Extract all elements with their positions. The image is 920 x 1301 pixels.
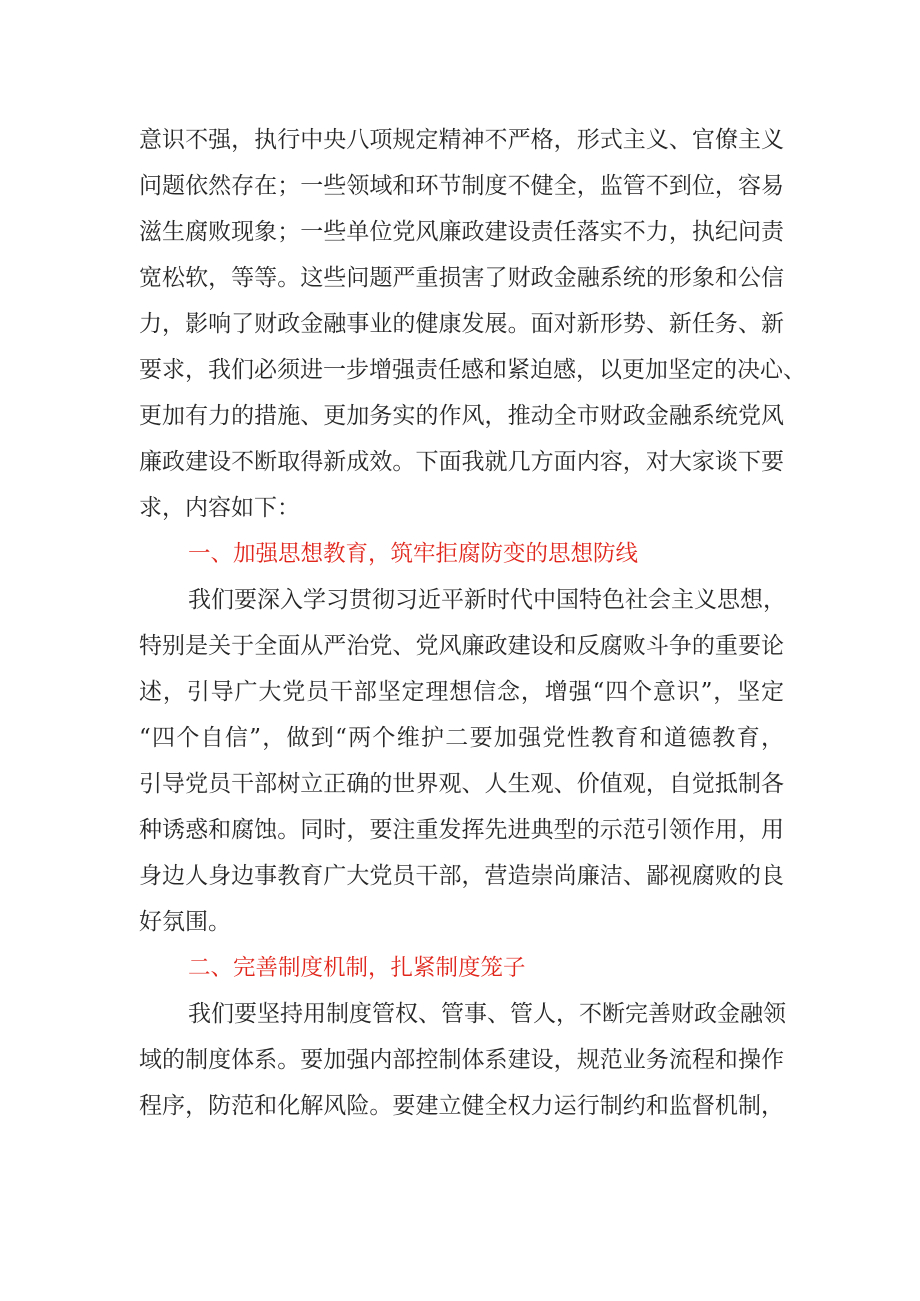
body-text-line: 廉政建设不断取得新成效。下面我就几方面内容，对大家谈下要	[139, 449, 784, 475]
body-text-line: 我们要坚持用制度管权、管事、管人，不断完善财政金融领	[188, 1001, 786, 1027]
body-text-line: 引导党员干部树立正确的世界观、人生观、价值观，自觉抵制各	[139, 771, 784, 797]
body-text-line: 滋生腐败现象；一些单位党风廉政建设责任落实不力，执纪问责	[139, 219, 784, 245]
body-text-line: 要求，我们必须进一步增强责任感和紧迫感，以更加坚定的决心、	[139, 357, 806, 383]
body-text-line: 程序，防范和化解风险。要建立健全权力运行制约和监督机制，	[139, 1093, 784, 1119]
body-text-line: 特别是关于全面从严治党、党风廉政建设和反腐败斗争的重要论	[139, 633, 784, 659]
body-text-line: 好氛围。	[139, 909, 231, 935]
section-heading-2: 二、完善制度机制，扎紧制度笼子	[188, 955, 526, 981]
body-text-line: 述，引导广大党员干部坚定理想信念，增强“四个意识”，坚定	[139, 679, 784, 705]
body-text-line: 力，影响了财政金融事业的健康发展。面对新形势、新任务、新	[139, 311, 784, 337]
section-heading-1: 一、加强思想教育，筑牢拒腐防变的思想防线	[188, 541, 639, 567]
body-text-line: 我们要深入学习贯彻习近平新时代中国特色社会主义思想，	[188, 587, 786, 613]
body-text-line: 域的制度体系。要加强内部控制体系建设，规范业务流程和操作	[139, 1047, 784, 1073]
body-text-line: 种诱惑和腐蚀。同时，要注重发挥先进典型的示范引领作用，用	[139, 817, 784, 843]
body-text-line: “四个自信”，做到“两个维护二要加强党性教育和道德教育，	[139, 725, 784, 751]
body-text-line: 更加有力的措施、更加务实的作风，推动全市财政金融系统党风	[139, 403, 784, 429]
body-text-line: 求，内容如下：	[139, 495, 300, 521]
body-text-line: 身边人身边事教育广大党员干部，营造崇尚廉洁、鄙视腐败的良	[139, 863, 784, 889]
body-text-line: 意识不强，执行中央八项规定精神不严格，形式主义、官僚主义	[139, 127, 784, 153]
body-text-line: 宽松软，等等。这些问题严重损害了财政金融系统的形象和公信	[139, 265, 784, 291]
body-text-line: 问题依然存在；一些领域和环节制度不健全，监管不到位，容易	[139, 173, 784, 199]
